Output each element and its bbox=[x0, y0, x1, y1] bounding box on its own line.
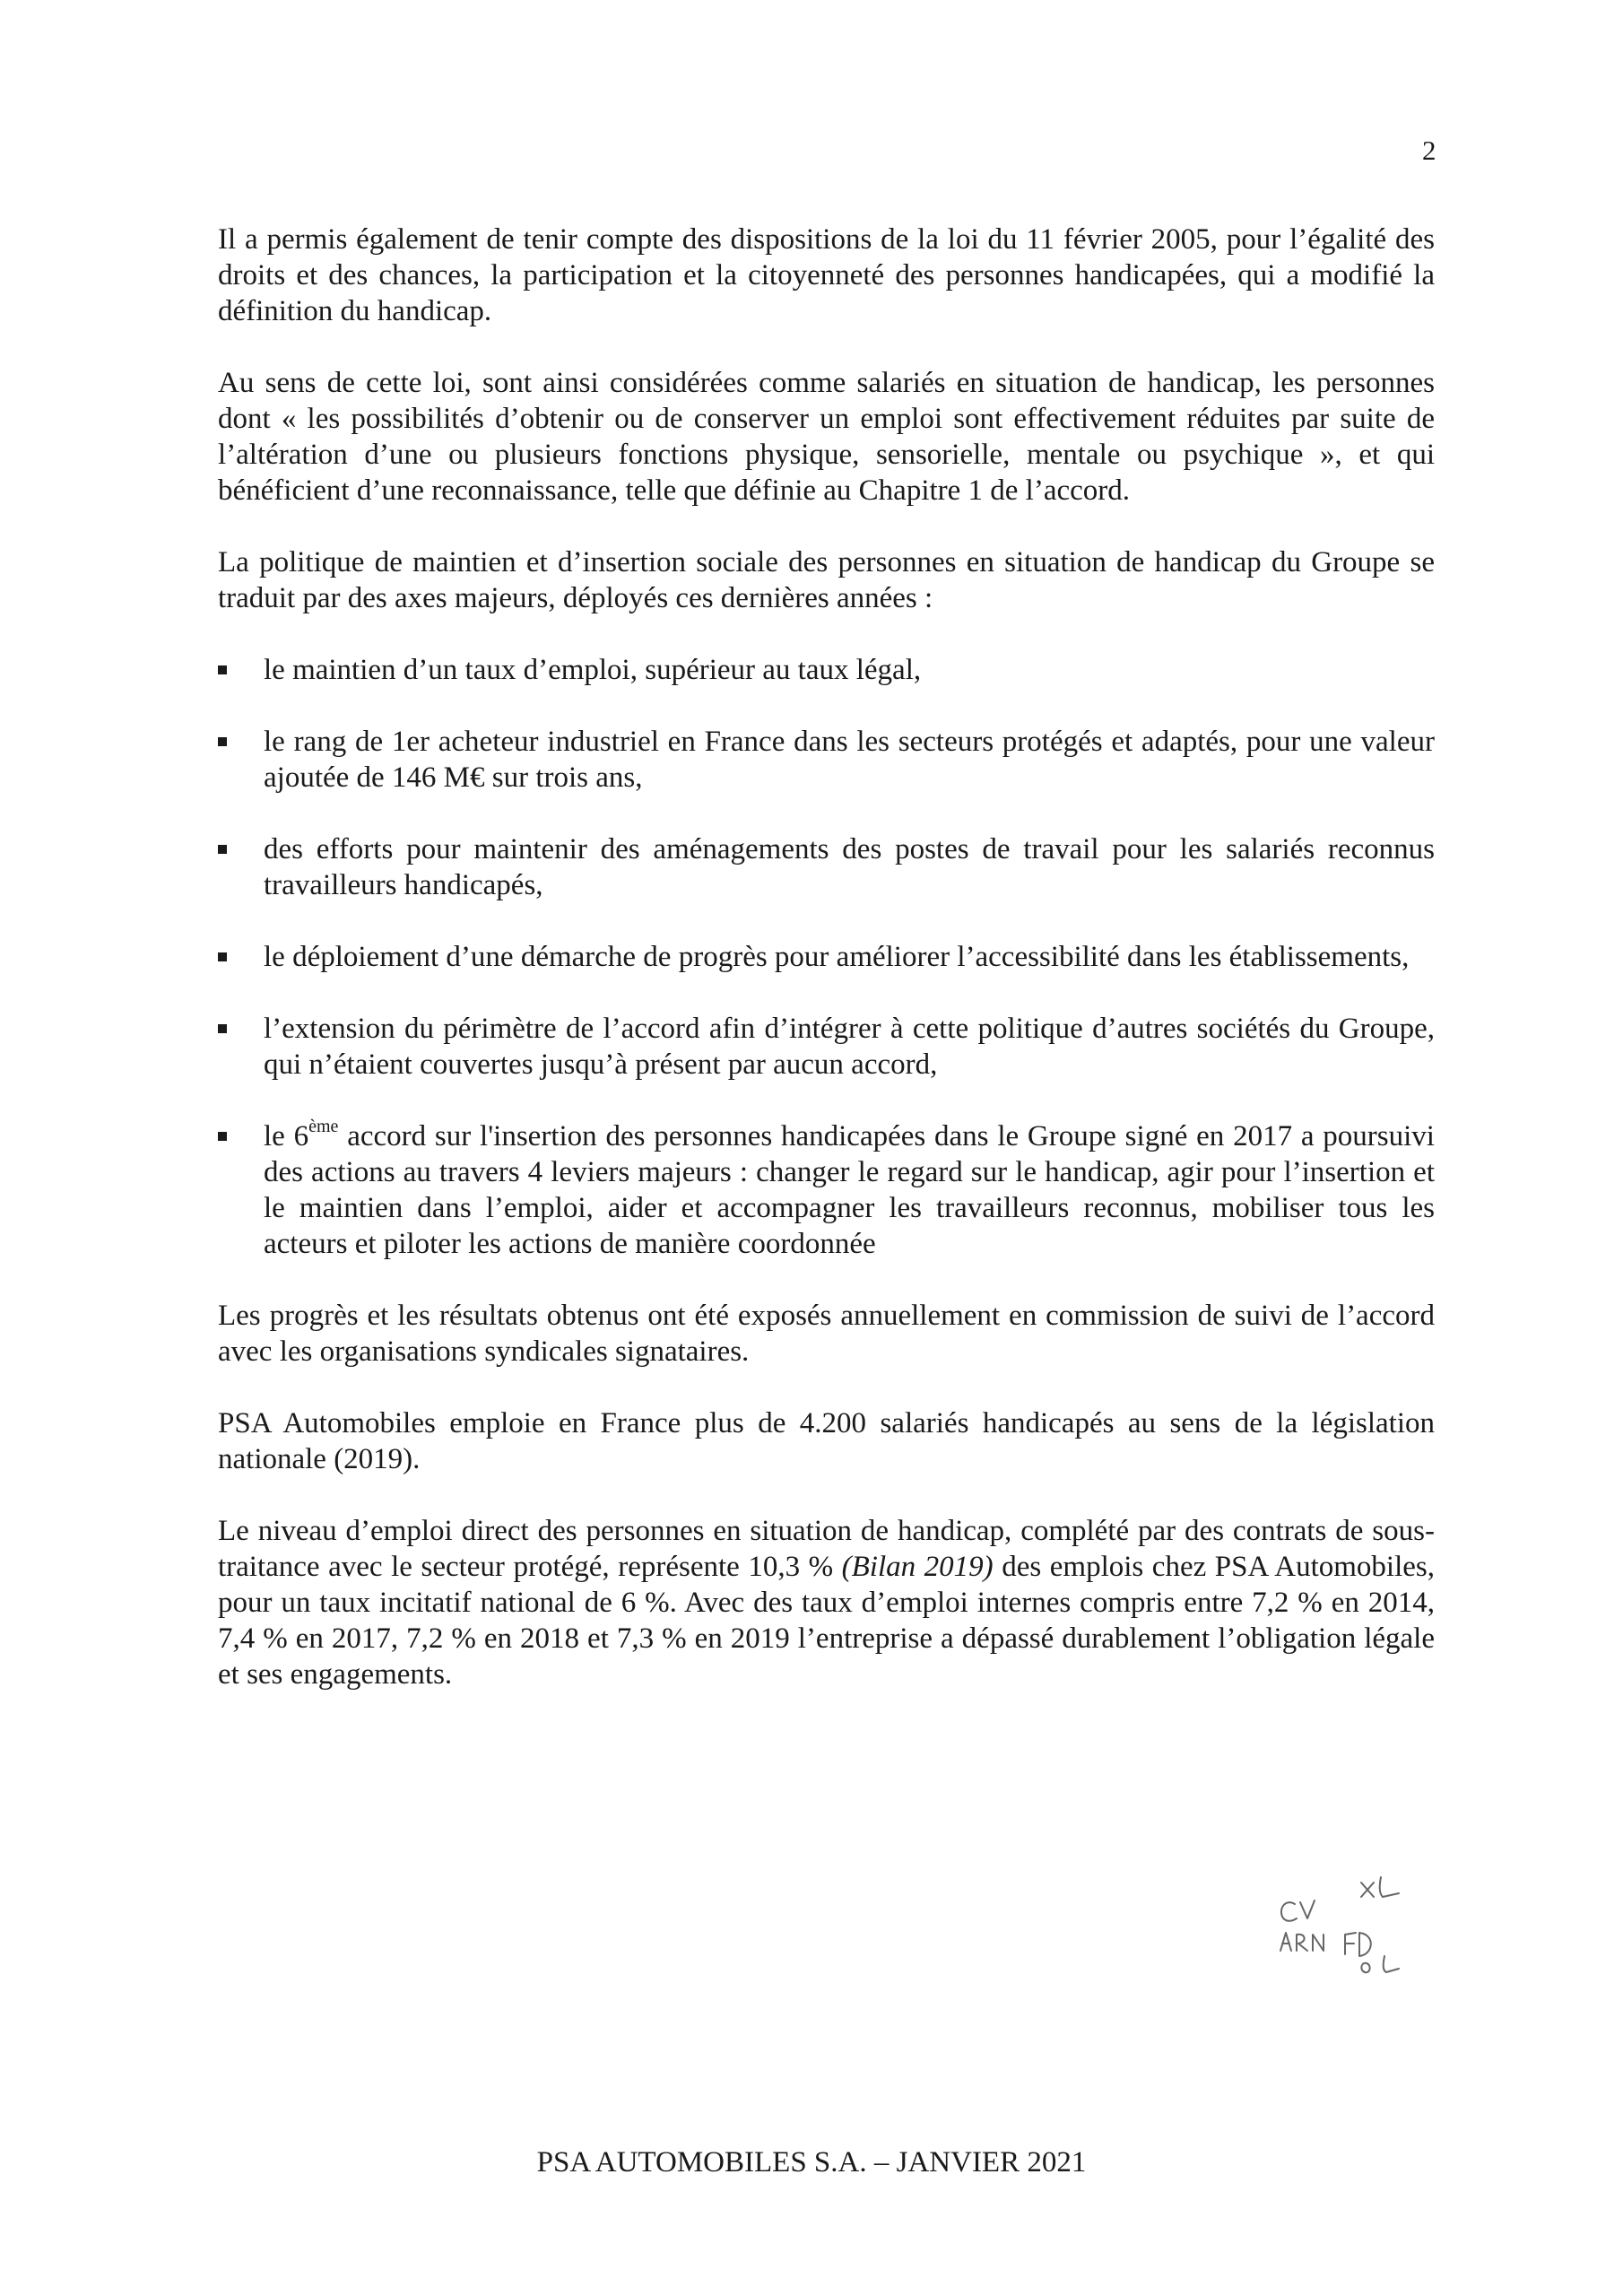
page-footer: PSA AUTOMOBILES S.A. – JANVIER 2021 bbox=[536, 2146, 1087, 2179]
list-item bbox=[218, 652, 1435, 688]
paragraph-niveau-emploi bbox=[218, 1513, 1435, 1692]
square-bullet-icon bbox=[218, 1132, 227, 1141]
list-item bbox=[218, 724, 1435, 796]
paragraph-effectif-handicapes: PSA Automobiles emploie en France plus de 4.200 salariés handicapés au sens de la législation nationale (2019). bbox=[218, 1407, 1435, 1475]
list-item bbox=[218, 939, 1435, 975]
square-bullet-icon bbox=[218, 952, 227, 961]
list-item bbox=[218, 831, 1435, 903]
paragraph-definition-handicap: Au sens de cette loi, sont ainsi considérées comme salariés en situation de handicap, les personnes dont « les possibilités d’obtenir ou de conserver un emploi sont effectivement réduites par suite de l’altération d’une ou plusieurs fonctions physique, sensorielle, mentale ou psychique », et qui bénéficient d’une reconnaissance, telle que définie au Chapitre 1 de l’accord. bbox=[218, 367, 1435, 507]
list-item-text: le rang de 1er acheteur industriel en France dans les secteurs protégés et adaptés, pour une valeur ajoutée de 146 M€ sur trois ans, bbox=[264, 726, 1435, 794]
paragraph-loi-2005: Il a permis également de tenir compte des dispositions de la loi du 11 février 2005, pour l’égalité des droits et des chances, la participation et la citoyenneté des personnes handicapées, qui a modifié la définition du handicap. bbox=[218, 223, 1435, 327]
square-bullet-icon bbox=[218, 1024, 227, 1033]
page-number: 2 bbox=[1422, 135, 1436, 166]
handwritten-initials bbox=[1273, 1870, 1435, 1978]
square-bullet-icon bbox=[218, 665, 227, 674]
niveau-emploi-text-start: Le niveau d’emploi direct des personnes en situation de handicap, complété par des contrats de sous-traitance avec le secteur protégé, représente 10,3 % bbox=[218, 1515, 1435, 1583]
bilan-reference: (Bilan 2019) bbox=[841, 1551, 994, 1583]
niveau-emploi-text-end: des emplois chez PSA Automobiles, pour un taux incitatif national de 6 %. Avec des taux d’emploi internes compris entre 7,2 % en 2014, 7,4 % en 2017, 7,2 % en 2018 et 7,3 % en 2019 l’entreprise a dépassé durablement l’obligation légale et ses engagements. bbox=[218, 1551, 1435, 1691]
ordinal-prefix: le 6 bbox=[264, 1120, 309, 1152]
list-item-rest: accord sur l'insertion des personnes handicapées dans le Groupe signé en 2017 a poursuivi des actions au travers 4 leviers majeurs : changer le regard sur le handicap, agir pour l’insertion et le maintien dans l’emploi, aider et accompagner les travailleurs reconnus, mobiliser tous les acteurs et piloter les actions de manière coordonnée bbox=[264, 1120, 1435, 1260]
square-bullet-icon bbox=[218, 845, 227, 854]
document-body bbox=[218, 222, 1435, 1728]
axes-majeurs-list bbox=[218, 652, 1435, 1262]
list-item-text bbox=[264, 1117, 1435, 1260]
list-item-text: le maintien d’un taux d’emploi, supérieur au taux légal, bbox=[264, 654, 922, 686]
list-item-text: l’extension du périmètre de l’accord afin d’intégrer à cette politique d’autres sociétés du Groupe, qui n’étaient couvertes jusqu’à présent par aucun accord, bbox=[264, 1013, 1435, 1081]
paragraph-politique-groupe: La politique de maintien et d’insertion sociale des personnes en situation de handicap du Groupe se traduit par des axes majeurs, déployés ces dernières années : bbox=[218, 546, 1435, 614]
list-item bbox=[218, 1011, 1435, 1083]
list-item-text: des efforts pour maintenir des aménagements des postes de travail pour les salariés reconnus travailleurs handicapés, bbox=[264, 833, 1435, 901]
paragraph-progres-resultats: Les progrès et les résultats obtenus ont été exposés annuellement en commission de suivi de l’accord avec les organisations syndicales signataires. bbox=[218, 1300, 1435, 1368]
list-item-text: le déploiement d’une démarche de progrès pour améliorer l’accessibilité dans les établissements, bbox=[264, 941, 1410, 973]
list-item bbox=[218, 1118, 1435, 1262]
ordinal-superscript: ème bbox=[308, 1117, 339, 1136]
square-bullet-icon bbox=[218, 737, 227, 746]
